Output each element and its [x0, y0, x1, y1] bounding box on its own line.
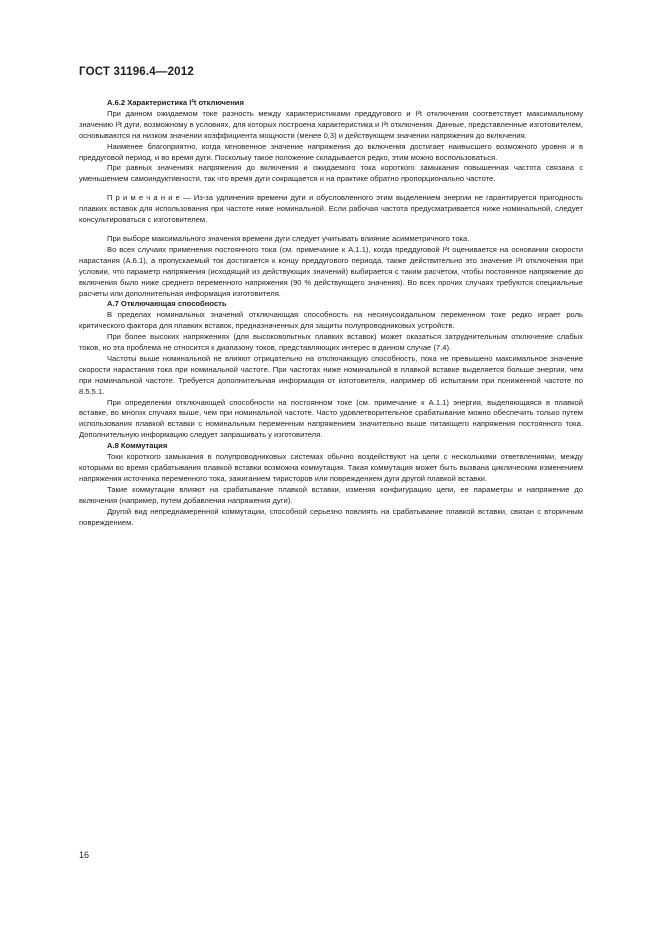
- standard-header: ГОСТ 31196.4—2012: [79, 66, 194, 78]
- paragraph: При более высоких напряжениях (для высоковольтных плавких вставок) может оказаться затруднительным отключение слабых токов, но эта проблема не относится к диапазону токов, представляющих интерес в данном случае (7.4).: [79, 332, 583, 353]
- paragraph: В пределах номинальных значений отключающая способность на несинусоидальном переменном токе редко играет роль критического фактора для плавких вставок, предназначенных для защиты полупроводниковых устройств.: [79, 310, 583, 331]
- paragraph: При равных значениях напряжения до включения и ожидаемого тока короткого замыкания повышенная частота связана с уменьшением самоиндуктивности, так что время дуги сокращается и на практике обратно пропорционально частоте.: [79, 163, 583, 184]
- paragraph: При определении отключающей способности на постоянном токе (см. примечание к А.1.1) энергия, выделяющаяся в плавкой вставке, во многих случаях выше, чем при номинальной частоте. Часто удовлетворительное срабатывание можно обеспечить только путем использования плавкой вставки с номинальным переменным напряжением значительно выше питающего напряжения постоянного тока. Дополнительную информацию следует запрашивать у изготовителя.: [79, 397, 583, 440]
- document-body: [79, 94, 583, 528]
- section-heading-a8: А.8 Коммутация: [107, 441, 168, 451]
- page-number: 16: [79, 850, 90, 860]
- paragraph: Другой вид непреднамеренной коммутации, способной серьезно повлиять на срабатывание плавкой вставки, связан с вторичным повреждением.: [79, 506, 583, 527]
- paragraph: Наименее благоприятно, когда мгновенное значение напряжения до включения достигает наивысшего возможного уровня и в преддуговой период, и во время дуги. Поскольку такое положение складывается редко, этим можно воспользоваться.: [79, 141, 583, 162]
- paragraph: При выборе максимального значения времени дуги следует учитывать влияние асимметричного тока.: [107, 233, 470, 243]
- paragraph: Во всех случаях применения постоянного тока (см. примечание к А.1.1), когда преддуговой I²t оценивается на основании скорости нарастания (А.6.1), а пропускаемый ток достигается к концу преддугового периода, также действительно это значение I²t отключения при условии, что параметр напряжения (исходящий из действующих значений) выбирается с таким расчетом, чтобы постоянное напряжение до включения было ниже среднего переменного напряжения (90 % действующего значения). Во всех прочих случаях требуются специальные расчеты или дополнительная информация изготовителя.: [79, 244, 583, 298]
- note-paragraph: П р и м е ч а н и е — Из-за удлинения времени дуги и обусловленного этим выделением энергии не гарантируется пригодность плавких вставок для использования при частоте ниже номинальной. Если рабочая частота предусматривается ниже номинальной, следует консультироваться с изготовителем.: [79, 193, 583, 225]
- section-heading-a7: А.7 Отключающая способность: [107, 299, 227, 309]
- paragraph: Частоты выше номинальной не влияют отрицательно на отключающую способность, пока не превышено максимальное значение скорости нарастания тока при номинальной частоте. При частотах ниже номинальной в плавкой вставке выделяется больше энергии, чем при номинальной частоте. Требуется дополнительная информация от изготовителя, например об испытании при пониженной частоте по 8.5.5.1.: [79, 353, 583, 396]
- section-heading-a62: А.6.2 Характеристика I²t отключения: [107, 98, 244, 107]
- paragraph: При данном ожидаемом токе разность между характеристиками преддугового и I²t отключения соответствует максимальному значению I²t дуги, возможному в условиях, для которых построена характеристика и I²t отключения. Данные, представленные изготовителем, основываются на низком значении коэффициента мощности (менее 0,3) и действующем значении напряжения до включения.: [79, 108, 583, 140]
- paragraph: Такие коммутации влияют на срабатывание плавкой вставки, изменяя конфигурацию цепи, ее параметры и напряжение до включения (например, путем добавления напряжения дуги).: [79, 484, 583, 505]
- paragraph: Токи короткого замыкания в полупроводниковых системах обычно воздействуют на цепи с несколькими ответвлениями, между которыми во время срабатывания плавкой вставки возможна коммутация. Такая коммутация может быть вызвана циклическим изменением напряжения источника переменного тока, зажиганием тиристоров или повреждением дуги другой плавкой вставки.: [79, 452, 583, 483]
